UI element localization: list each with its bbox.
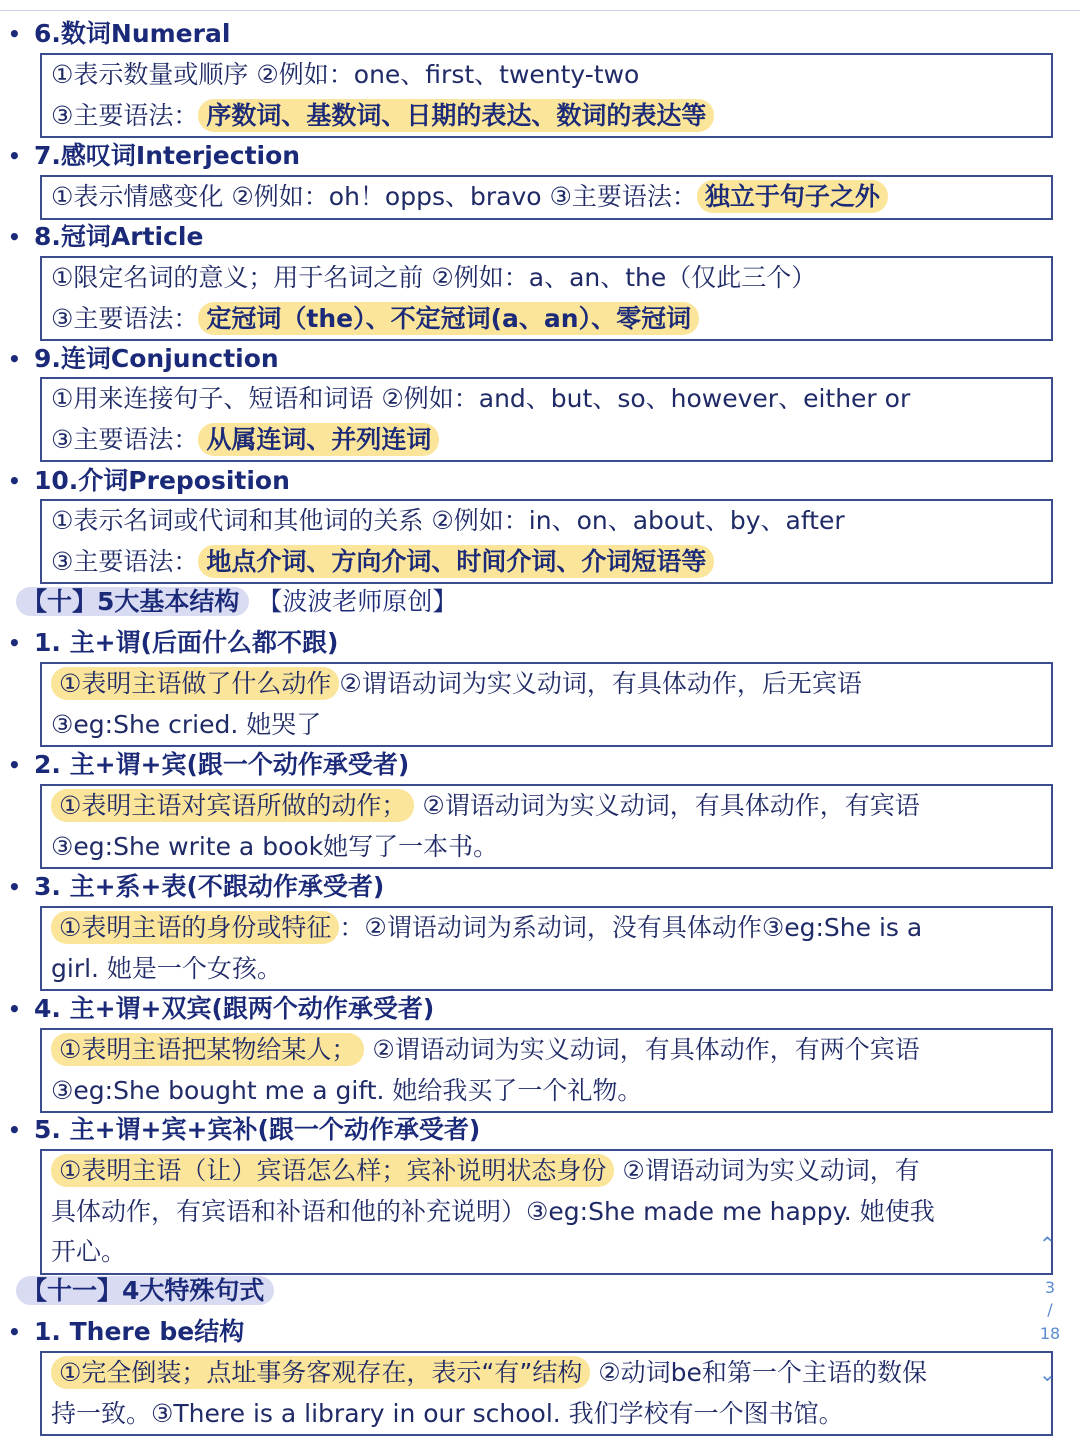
item-box (40, 256, 1053, 341)
item-title: 3. 主+系+表(不跟动作承受者) (34, 872, 385, 901)
item-line (42, 501, 1051, 542)
highlighted-text: 序数词、基数词、日期的表达、数词的表达等 (198, 99, 714, 132)
item-line (42, 258, 1051, 299)
item-title: 1. 主+谓(后面什么都不跟) (34, 628, 339, 657)
line-text: girl. 她是一个女孩。 (51, 953, 282, 983)
line-text: ②谓语动词为实义动词，有具体动作，有两个宾语 (364, 1035, 920, 1064)
line-text: ③eg:She bought me a gift. 她给我买了一个礼物。 (51, 1075, 643, 1105)
bullet-icon: • (8, 997, 21, 1021)
line-text: ③eg:She write a book她写了一本书。 (51, 831, 499, 861)
top-divider (0, 0, 1080, 11)
item-line (42, 1151, 1051, 1192)
item-line (42, 1071, 1051, 1112)
item-heading (8, 220, 203, 254)
item-heading (8, 464, 290, 498)
highlighted-text: 地点介词、方向介词、时间介词、介词短语等 (198, 545, 714, 578)
highlighted-text: ①表明主语把某物给某人； (51, 1033, 364, 1066)
section-heading (16, 1273, 274, 1309)
item-box (40, 377, 1053, 462)
line-text: 开心。 (51, 1237, 127, 1266)
line-text: ①限定名词的意义；用于名词之前 ②例如：a、an、the（仅此三个） (51, 263, 817, 292)
line-text: ①用来连接句子、短语和词语 ②例如：and、but、so、however、either or (51, 384, 911, 413)
highlighted-text: ①表明主语做了什么动作 (51, 667, 339, 700)
section-tag: 【十一】4大特殊句式 (16, 1276, 274, 1305)
highlighted-text: ①完全倒装；点址事务客观存在，表示“有”结构 (51, 1356, 590, 1389)
page-separator: / (1047, 1300, 1053, 1319)
bullet-icon: • (8, 469, 21, 493)
item-line (42, 827, 1051, 868)
item-heading (8, 992, 434, 1026)
section-tag: 【十】5大基本结构 (16, 587, 249, 616)
line-text: ②谓语动词为实义动词，有 (614, 1156, 920, 1185)
item-heading (8, 1113, 480, 1147)
item-box (40, 1149, 1053, 1275)
item-box (40, 499, 1053, 584)
item-box (40, 662, 1053, 747)
line-text: ①表示名词或代词和其他词的关系 ②例如：in、on、about、by、after (51, 506, 845, 535)
item-title: 2. 主+谓+宾(跟一个动作承受者) (34, 750, 410, 779)
item-line (42, 1232, 1051, 1273)
line-text: ③主要语法： (51, 424, 199, 454)
item-line (42, 1030, 1051, 1071)
item-line (42, 1353, 1051, 1394)
item-line (42, 1192, 1051, 1233)
item-line (42, 705, 1051, 746)
item-title: 9.连词Conjunction (34, 344, 279, 373)
item-title: 7.感叹词Interjection (34, 141, 301, 170)
highlighted-text: ①表明主语（让）宾语怎么样；宾补说明状态身份 (51, 1154, 614, 1187)
item-title: 6.数词Numeral (34, 19, 231, 48)
bullet-icon: • (8, 753, 21, 777)
bullet-icon: • (8, 631, 21, 655)
bullet-icon: • (8, 225, 21, 249)
bullet-icon: • (8, 144, 21, 168)
highlighted-text: 定冠词（the）、不定冠词(a、an）、零冠词 (198, 302, 699, 335)
item-box (40, 784, 1053, 869)
line-text: ②谓语动词为实义动词，有具体动作，后无宾语 (339, 669, 862, 698)
highlighted-text: ①表明主语对宾语所做的动作； (51, 789, 414, 822)
item-title: 5. 主+谓+宾+宾补(跟一个动作承受者) (34, 1115, 481, 1144)
line-text: 持一致。③There is a library in our school. 我们学校有一个图书馆。 (51, 1398, 844, 1428)
item-line (42, 177, 1051, 218)
section-heading (16, 584, 457, 620)
chevron-up-icon[interactable]: ⌃ (1039, 1232, 1056, 1256)
item-heading (8, 17, 230, 51)
item-line (42, 96, 1051, 137)
item-line (42, 949, 1051, 990)
item-line (42, 786, 1051, 827)
highlighted-text: ①表明主语的身份或特征 (51, 911, 339, 944)
item-heading (8, 870, 384, 904)
item-title: 1. There be结构 (34, 1317, 245, 1346)
section-subtitle: 【波波老师原创】 (249, 587, 458, 616)
item-line (42, 1394, 1051, 1435)
item-heading (8, 139, 300, 173)
bullet-icon: • (8, 875, 21, 899)
item-line (42, 55, 1051, 96)
line-text: ①表示情感变化 ②例如：oh！opps、bravo ③主要语法： (51, 182, 697, 211)
highlighted-text: 独立于句子之外 (697, 180, 888, 213)
item-line (42, 299, 1051, 340)
line-text: ：②谓语动词为系动词，没有具体动作③eg:She is a (339, 913, 923, 942)
chevron-down-icon[interactable]: ⌄ (1039, 1362, 1056, 1386)
line-text: ③主要语法： (51, 303, 199, 333)
item-heading (8, 626, 338, 660)
line-text: ③主要语法： (51, 100, 199, 130)
item-title: 10.介词Preposition (34, 466, 290, 495)
item-box (40, 175, 1053, 220)
line-text: 具体动作，有宾语和补语和他的补充说明）③eg:She made me happy. 她使我 (51, 1196, 935, 1226)
item-line (42, 420, 1051, 461)
item-heading (8, 1315, 244, 1349)
line-text: ②谓语动词为实义动词，有具体动作，有宾语 (414, 791, 920, 820)
item-line (42, 379, 1051, 420)
item-line (42, 664, 1051, 705)
item-title: 8.冠词Article (34, 222, 204, 251)
item-box (40, 53, 1053, 138)
page-current: 3 (1044, 1278, 1056, 1297)
item-line (42, 542, 1051, 583)
bullet-icon: • (8, 347, 21, 371)
highlighted-text: 从属连词、并列连词 (198, 423, 439, 456)
item-line (42, 908, 1051, 949)
item-box (40, 1351, 1053, 1436)
bullet-icon: • (8, 1320, 21, 1344)
line-text: ③eg:She cried. 她哭了 (51, 709, 322, 739)
line-text: ①表示数量或顺序 ②例如：one、first、twenty-two (51, 60, 640, 89)
line-text: ②动词be和第一个主语的数保 (590, 1358, 927, 1387)
line-text: ③主要语法： (51, 546, 199, 576)
item-box (40, 906, 1053, 991)
bullet-icon: • (8, 22, 21, 46)
item-heading (8, 748, 409, 782)
item-title: 4. 主+谓+双宾(跟两个动作承受者) (34, 994, 435, 1023)
page-total: 18 (1039, 1324, 1061, 1343)
bullet-icon: • (8, 1118, 21, 1142)
item-heading (8, 342, 279, 376)
item-box (40, 1028, 1053, 1113)
